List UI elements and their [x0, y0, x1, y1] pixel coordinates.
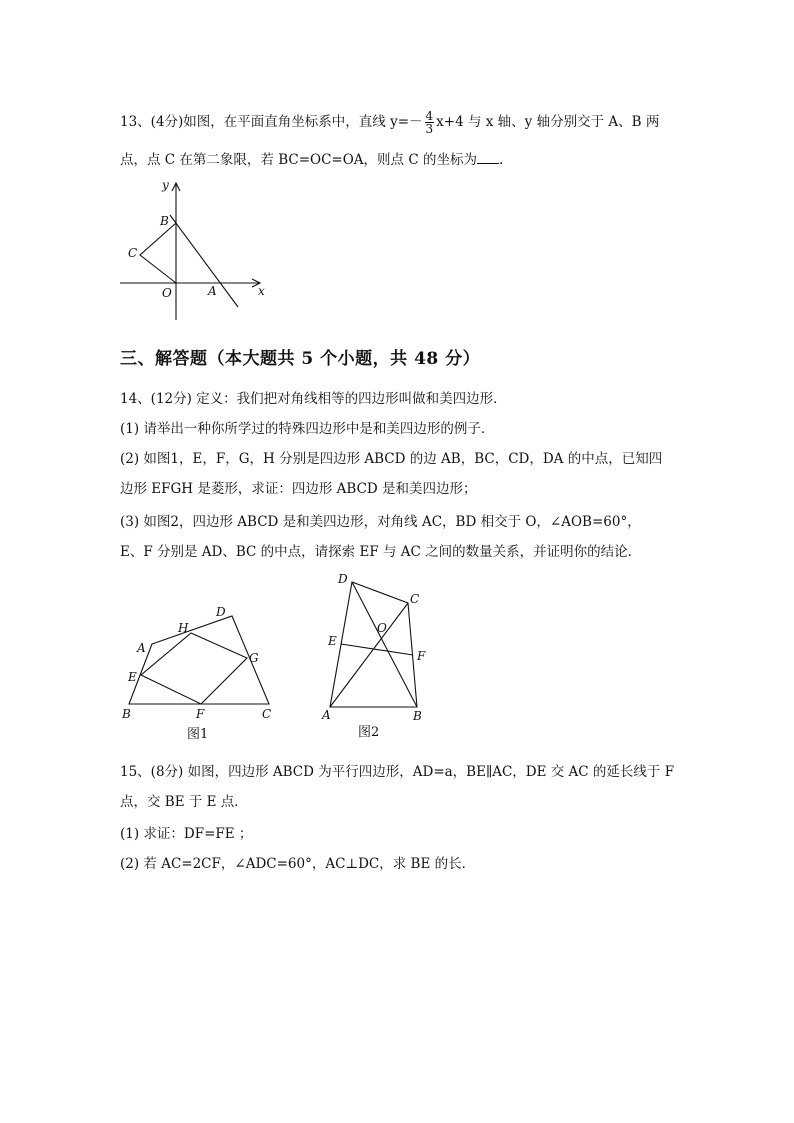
triangle-bco [140, 223, 176, 283]
diagonal-ac [330, 603, 408, 707]
diagonal-bd [352, 582, 420, 707]
fig1-label-a: A [137, 641, 146, 655]
fig2-label-e: E [328, 634, 337, 648]
q13-line2-text: 点，点 C 在第二象限，若 BC=OC=OA，则点 C 的坐标为 [120, 152, 477, 168]
q14-line3: (2) 如图1，E，F，G，H 分别是四边形 ABCD 的边 AB，BC，CD，DA 的中点，已知四 [120, 451, 663, 467]
q15-line2: 点，交 BE 于 E 点． [120, 794, 248, 810]
figure-1 [115, 598, 285, 743]
q13-suffix: x+4 与 x 轴、y 轴分别交于 A、B 两 [436, 114, 660, 130]
fig1-label-g: G [249, 651, 259, 665]
label-a: A [208, 284, 217, 298]
fig1-label-d: D [216, 605, 226, 619]
q13-line2-end: . [498, 152, 504, 168]
fig1-label-h: H [178, 621, 189, 635]
q13-figure [110, 175, 280, 330]
q15-line1: 15、(8分) 如图，四边形 ABCD 为平行四边形，AD=a，BE∥AC，DE 交 AC 的延长线于 F [120, 764, 675, 780]
fig2-label-f: F [417, 649, 426, 663]
fig2-label-a: A [322, 708, 331, 722]
q15-line3: (1) 求证：DF=FE ； [120, 826, 253, 842]
fig1-caption: 图1 [187, 727, 209, 742]
q14-line1: 14、(12分) 定义：我们把对角线相等的四边形叫做和美四边形． [120, 391, 507, 407]
label-o: O [162, 286, 172, 300]
q14-line4: 边形 EFGH 是菱形，求证：四边形 ABCD 是和美四边形； [120, 481, 477, 497]
q13-fraction [425, 110, 435, 135]
q14-line5: (3) 如图2，四边形 ABCD 是和美四边形，对角线 AC，BD 相交于 O，∠AOB=60°， [120, 514, 641, 530]
q13-frac-num: 4 [425, 109, 434, 123]
label-c: C [128, 246, 138, 260]
answer-blank [477, 151, 499, 164]
fig2-label-b: B [413, 709, 422, 723]
fig2-label-d: D [338, 572, 348, 586]
label-x: x [258, 284, 265, 298]
q14-line6: E、F 分别是 AD、BC 的中点，请探索 EF 与 AC 之间的数量关系，并证明你的结论． [120, 544, 642, 560]
fig2-label-c: C [410, 592, 420, 606]
q13-frac-den: 3 [425, 122, 434, 136]
fig1-label-c: C [262, 707, 272, 721]
segment-ef [341, 644, 413, 655]
line-ab [170, 215, 238, 307]
fig1-label-e: E [128, 670, 137, 684]
quad-abcd-fig1 [129, 616, 269, 704]
q13-line2 [120, 148, 503, 168]
section-title: 三、解答题（本大题共 5 个小题，共 48 分） [120, 349, 481, 369]
q13-prefix: 13、(4分)如图，在平面直角坐标系中，直线 y=－ [120, 114, 423, 130]
q13-line1 [120, 110, 659, 135]
fig2-caption: 图2 [358, 725, 380, 740]
q15-line4: (2) 若 AC=2CF，∠ADC=60°，AC⊥DC，求 BE 的长． [120, 856, 476, 872]
fig1-label-f: F [196, 707, 205, 721]
q14-line2: (1) 请举出一种你所学过的特殊四边形中是和美四边形的例子． [120, 421, 495, 437]
rhombus-efgh [141, 633, 247, 704]
label-b: B [160, 214, 169, 228]
fig2-label-o: O [377, 621, 387, 635]
label-y: y [162, 178, 169, 192]
fig1-label-b: B [122, 707, 131, 721]
figure-2 [318, 570, 438, 745]
